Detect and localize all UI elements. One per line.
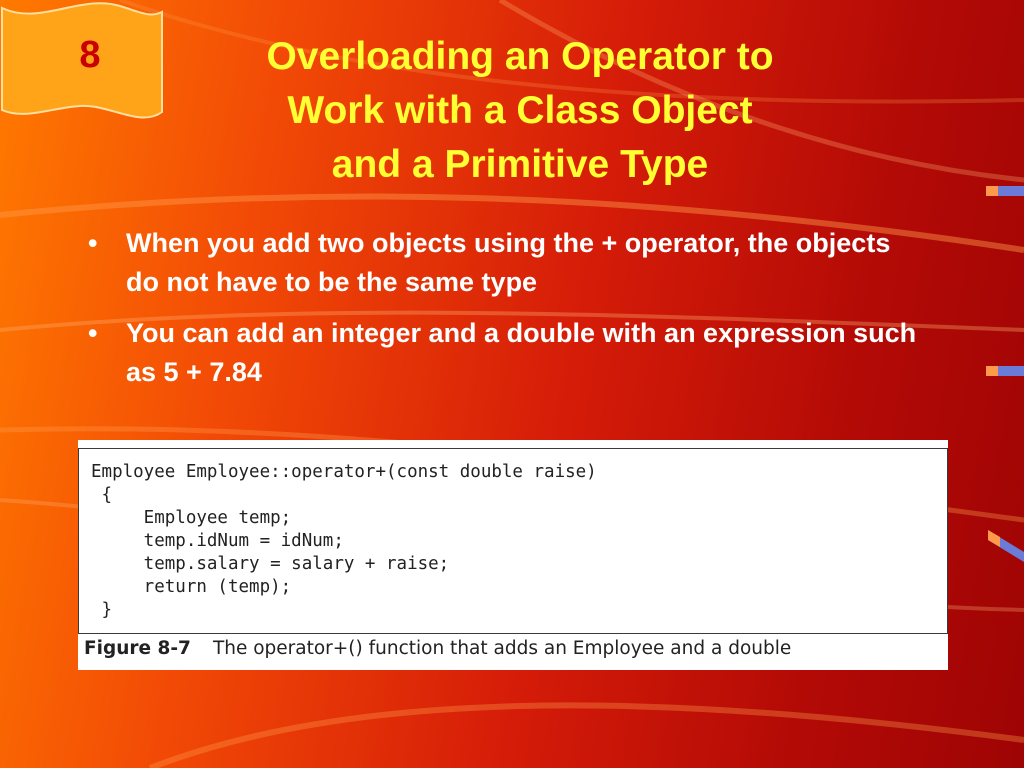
bullet-text: You can add an integer and a double with an expression such as 5 + 7.84 (126, 318, 917, 387)
title-line: Work with a Class Object (287, 89, 753, 132)
figure-caption (84, 638, 944, 659)
title-line: and a Primitive Type (331, 143, 709, 186)
slide-title (200, 30, 840, 192)
bullet-list (88, 224, 928, 404)
slide-number: 8 (79, 34, 101, 76)
bullet-symbol: • (88, 228, 98, 258)
title-line: Overloading an Operator to (266, 35, 774, 78)
figure-caption-text: The operator+() function that adds an Employee and a double (212, 638, 792, 659)
bullet-text: When you add two objects using the + operator, the objects do not have to be the same type (126, 228, 891, 297)
bullet-symbol: • (88, 318, 98, 348)
bullet-item (88, 224, 928, 302)
figure-label: Figure 8-7 (84, 638, 191, 659)
code-figure (78, 440, 948, 670)
code-box (78, 448, 948, 634)
bullet-item (88, 314, 928, 392)
code-listing: Employee Employee::operator+(const double raise) { Employee temp; temp.idNum = idNum; temp.salary = salary + raise; return (temp); } (91, 462, 597, 620)
